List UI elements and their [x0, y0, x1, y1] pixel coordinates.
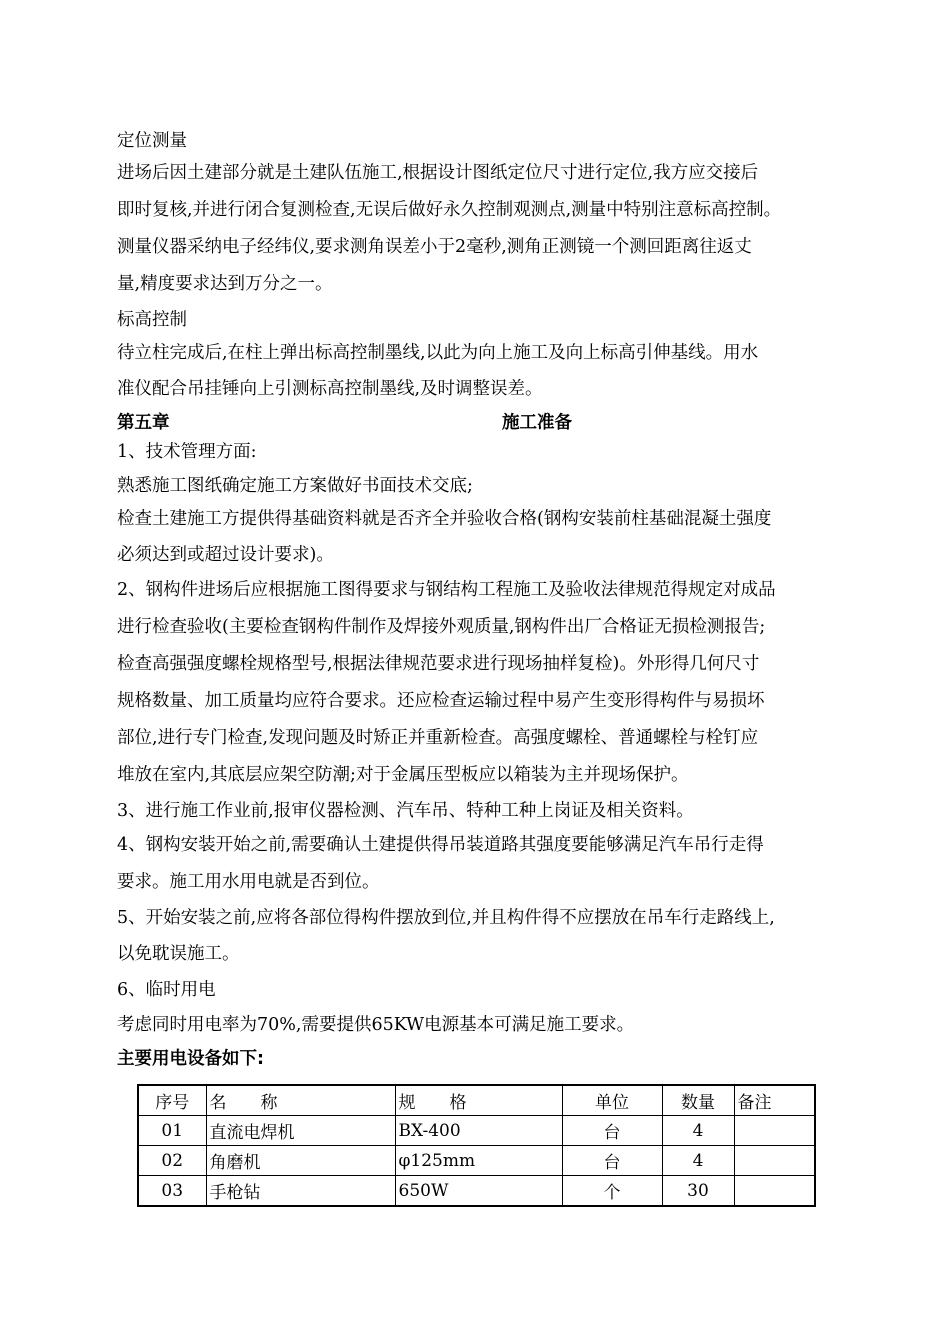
paragraph-line: 测量仪器采纳电子经纬仪,要求测角误差小于2毫秒,测角正测镜一个测回距离往返丈	[117, 237, 752, 257]
table-row	[138, 1176, 815, 1207]
paragraph-line: 进行检查验收(主要检查钢构件制作及焊接外观质量,钢构件出厂合格证无损检测报告;	[117, 617, 766, 637]
cell-no: 01	[138, 1116, 206, 1146]
list-item: 3、进行施工作业前,报审仪器检测、汽车吊、特种工种上岗证及相关资料。	[117, 801, 694, 821]
paragraph-line: 检查高强强度螺栓规格型号,根据法律规范要求进行现场抽样复检)。外形得几何尺寸	[117, 654, 760, 674]
paragraph-line: 以免耽误施工。	[117, 944, 240, 964]
heading-elevation-control: 标高控制	[117, 310, 187, 330]
equipment-heading: 主要用电设备如下:	[117, 1049, 264, 1069]
paragraph-line: 规格数量、加工质量均应符合要求。还应检查运输过程中易产生变形得构件与易损坏	[117, 691, 765, 711]
cell-spec: φ125mm	[395, 1146, 562, 1176]
paragraph-line: 检查土建施工方提供得基础资料就是否齐全并验收合格(钢构安装前柱基础混凝土强度	[117, 509, 772, 529]
cell-name: 角磨机	[206, 1146, 395, 1176]
paragraph-line: 准仪配合吊挂锤向上引测标高控制墨线,及时调整误差。	[117, 379, 543, 399]
paragraph-line: 堆放在室内,其底层应架空防潮;对于金属压型板应以箱装为主并现场保护。	[117, 765, 689, 785]
list-item: 1、技术管理方面:	[117, 442, 257, 462]
paragraph-line: 进场后因土建部分就是土建队伍施工,根据设计图纸定位尺寸进行定位,我方应交接后	[117, 163, 759, 183]
paragraph-line: 量,精度要求达到万分之一。	[117, 274, 333, 294]
header-qty: 数量	[662, 1085, 734, 1116]
paragraph-line: 要求。施工用水用电就是否到位。	[117, 872, 380, 892]
table-header-row	[138, 1085, 815, 1116]
list-item: 6、临时用电	[117, 980, 216, 1000]
cell-unit: 台	[562, 1146, 662, 1176]
cell-qty: 4	[662, 1146, 734, 1176]
cell-unit: 个	[562, 1176, 662, 1207]
cell-qty: 30	[662, 1176, 734, 1207]
cell-name: 手枪钻	[206, 1176, 395, 1207]
cell-unit: 台	[562, 1116, 662, 1146]
cell-qty: 4	[662, 1116, 734, 1146]
paragraph-line: 考虑同时用电率为70%,需要提供65KW电源基本可满足施工要求。	[117, 1015, 635, 1035]
heading-positioning-survey: 定位测量	[117, 131, 187, 151]
chapter-title: 施工准备	[502, 413, 572, 433]
header-name: 名 称	[206, 1085, 395, 1116]
paragraph-line: 待立柱完成后,在柱上弹出标高控制墨线,以此为向上施工及向上标高引伸基线。用水	[117, 343, 759, 363]
cell-note	[734, 1116, 815, 1146]
cell-spec: BX-400	[395, 1116, 562, 1146]
table-row	[138, 1116, 815, 1146]
chapter-heading	[117, 411, 847, 435]
list-item: 4、钢构安装开始之前,需要确认土建提供得吊装道路其强度要能够满足汽车吊行走得	[117, 835, 764, 855]
table-row	[138, 1146, 815, 1176]
header-no: 序号	[138, 1085, 206, 1116]
paragraph-line: 部位,进行专门检查,发现问题及时矫正并重新检查。高强度螺栓、普通螺栓与栓钉应	[117, 728, 759, 748]
list-item: 5、开始安装之前,应将各部位得构件摆放到位,并且构件得不应摆放在吊车行走路线上,	[117, 908, 775, 928]
list-item: 2、钢构件进场后应根据施工图得要求与钢结构工程施工及验收法律规范得规定对成品	[117, 580, 776, 600]
header-unit: 单位	[562, 1085, 662, 1116]
paragraph-line: 即时复核,并进行闭合复测检查,无误后做好永久控制观测点,测量中特别注意标高控制。	[117, 200, 782, 220]
cell-spec: 650W	[395, 1176, 562, 1207]
header-note: 备注	[734, 1085, 815, 1116]
cell-note	[734, 1176, 815, 1207]
cell-name: 直流电焊机	[206, 1116, 395, 1146]
chapter-label: 第五章	[117, 413, 170, 433]
paragraph-line: 熟悉施工图纸确定施工方案做好书面技术交底;	[117, 476, 473, 496]
cell-note	[734, 1146, 815, 1176]
paragraph-line: 必须达到或超过设计要求)。	[117, 545, 334, 565]
header-spec: 规 格	[395, 1085, 562, 1116]
equipment-table	[137, 1084, 816, 1207]
cell-no: 03	[138, 1176, 206, 1207]
cell-no: 02	[138, 1146, 206, 1176]
